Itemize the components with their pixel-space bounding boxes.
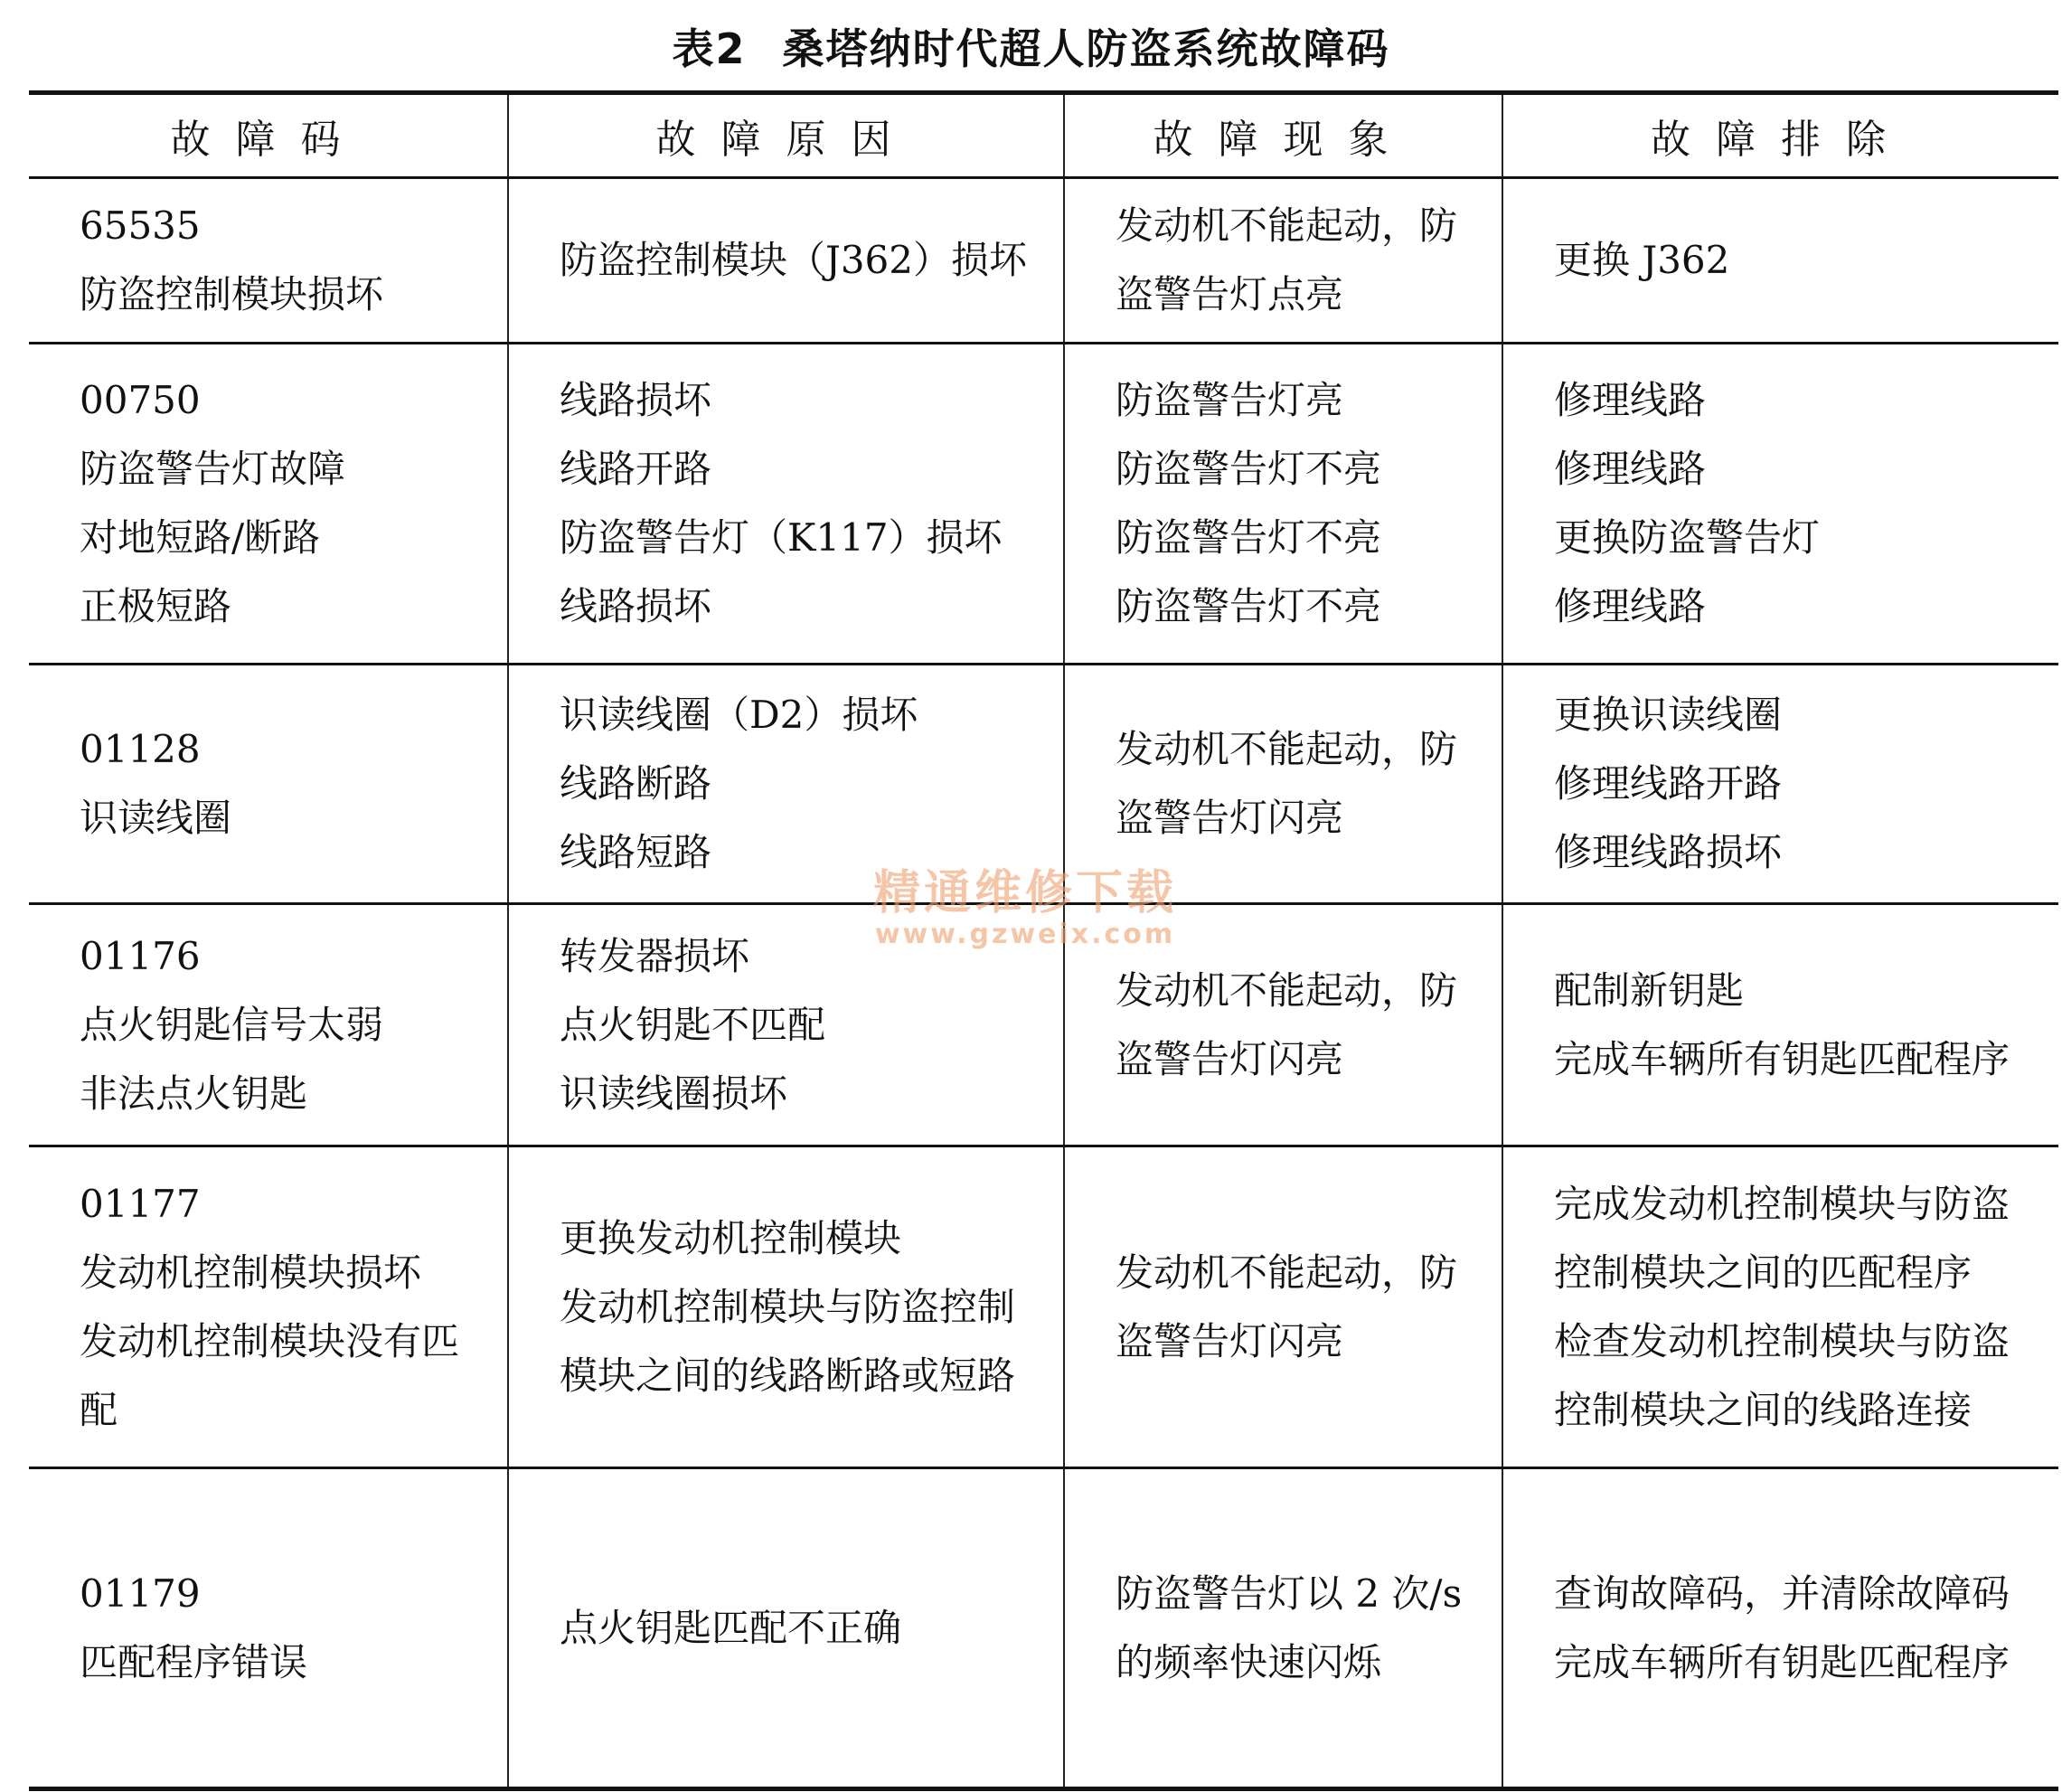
cell-remedy bbox=[1502, 344, 2058, 665]
table-row bbox=[29, 665, 2058, 904]
code-line: 点火钥匙信号太弱 bbox=[80, 1002, 384, 1047]
code-line: 识读线圈 bbox=[80, 796, 232, 840]
cell-remedy bbox=[1502, 904, 2058, 1146]
header-fault-cause: 故障原因 bbox=[508, 93, 1064, 178]
table-row bbox=[29, 178, 2058, 344]
code-line: 01177 bbox=[80, 1181, 201, 1226]
code-line: 00750 bbox=[80, 378, 201, 422]
remedy-line: 修理线路 bbox=[1554, 584, 1707, 628]
cell-remedy bbox=[1502, 1146, 2058, 1468]
cause-line: 线路损坏 bbox=[560, 378, 712, 422]
cause-line: 点火钥匙匹配不正确 bbox=[560, 1605, 902, 1650]
cause-line: 转发器损坏 bbox=[560, 933, 750, 978]
code-line: 65535 bbox=[80, 203, 201, 248]
remedy-line: 修理线路开路 bbox=[1554, 761, 1783, 806]
remedy-line: 配制新钥匙 bbox=[1554, 967, 1745, 1013]
header-fault-symptom: 故障现象 bbox=[1064, 93, 1502, 178]
cell-symptom bbox=[1064, 904, 1502, 1146]
table-title bbox=[0, 16, 2062, 76]
cause-line: 线路断路 bbox=[560, 761, 712, 806]
table-row bbox=[29, 1146, 2058, 1468]
cause-line: 发动机控制模块与防盗控制模块之间的线路断路或短路 bbox=[560, 1284, 1016, 1398]
cause-line: 更换发动机控制模块 bbox=[560, 1215, 902, 1260]
cell-cause bbox=[508, 344, 1064, 665]
cell-remedy bbox=[1502, 1468, 2058, 1789]
cell-symptom bbox=[1064, 178, 1502, 344]
header-row bbox=[29, 93, 2058, 178]
remedy-line: 修理线路损坏 bbox=[1554, 830, 1783, 874]
symptom-line: 防盗警告灯不亮 bbox=[1116, 515, 1382, 560]
code-line: 01128 bbox=[80, 727, 201, 771]
cell-symptom bbox=[1064, 344, 1502, 665]
remedy-line: 修理线路 bbox=[1554, 447, 1707, 491]
cell-symptom bbox=[1064, 1468, 1502, 1789]
cause-line: 线路开路 bbox=[560, 447, 712, 491]
symptom-line: 防盗警告灯不亮 bbox=[1116, 584, 1382, 628]
table-row bbox=[29, 904, 2058, 1146]
code-line: 01176 bbox=[80, 933, 201, 978]
code-line: 非法点火钥匙 bbox=[80, 1070, 308, 1116]
remedy-line: 查询故障码，并清除故障码 bbox=[1554, 1570, 2010, 1616]
symptom-line: 发动机不能起动，防盗警告灯闪亮 bbox=[1116, 1250, 1458, 1363]
symptom-line: 防盗警告灯不亮 bbox=[1116, 447, 1382, 491]
code-line: 正极短路 bbox=[80, 584, 232, 628]
header-fault-remedy: 故障排除 bbox=[1502, 93, 2058, 178]
remedy-line: 完成发动机控制模块与防盗控制模块之间的匹配程序 bbox=[1554, 1181, 2010, 1295]
cell-code bbox=[29, 178, 508, 344]
cell-cause bbox=[508, 178, 1064, 344]
cause-line: 识读线圈损坏 bbox=[560, 1070, 788, 1116]
fault-code-table bbox=[29, 90, 2058, 1791]
code-line: 匹配程序错误 bbox=[80, 1639, 308, 1684]
watermark-text: 精通维修下载 bbox=[873, 866, 1178, 920]
cell-cause bbox=[508, 1468, 1064, 1789]
cause-line: 点火钥匙不匹配 bbox=[560, 1002, 826, 1047]
symptom-line: 防盗警告灯以 2 次/s 的频率快速闪烁 bbox=[1116, 1570, 1463, 1684]
table-number: 表2 bbox=[672, 24, 747, 73]
cause-line: 线路损坏 bbox=[560, 584, 712, 628]
table-row bbox=[29, 1468, 2058, 1789]
cell-cause bbox=[508, 665, 1064, 904]
cause-line: 防盗控制模块（J362）损坏 bbox=[560, 238, 1028, 282]
code-line: 发动机控制模块没有匹配 bbox=[80, 1318, 460, 1432]
remedy-line: 更换识读线圈 bbox=[1554, 693, 1783, 737]
cell-symptom bbox=[1064, 665, 1502, 904]
code-line: 对地短路/断路 bbox=[80, 515, 321, 560]
cell-code bbox=[29, 904, 508, 1146]
cell-cause bbox=[508, 904, 1064, 1146]
cell-symptom bbox=[1064, 1146, 1502, 1468]
symptom-line: 发动机不能起动，防盗警告灯闪亮 bbox=[1116, 967, 1458, 1081]
remedy-line: 更换 J362 bbox=[1554, 238, 1730, 282]
remedy-line: 更换防盗警告灯 bbox=[1554, 515, 1821, 560]
table-caption: 桑塔纳时代超人防盗系统故障码 bbox=[782, 24, 1390, 73]
watermark-url: www.gzweix.com bbox=[874, 919, 1176, 950]
cause-line: 防盗警告灯（K117）损坏 bbox=[560, 515, 1003, 560]
code-line: 01179 bbox=[80, 1570, 201, 1616]
code-line: 防盗警告灯故障 bbox=[80, 447, 346, 491]
cause-line: 线路短路 bbox=[560, 830, 712, 874]
cell-code bbox=[29, 1146, 508, 1468]
remedy-line: 检查发动机控制模块与防盗控制模块之间的线路连接 bbox=[1554, 1318, 2010, 1432]
header-fault-code: 故障码 bbox=[29, 93, 508, 178]
code-line: 防盗控制模块损坏 bbox=[80, 272, 384, 316]
symptom-line: 防盗警告灯亮 bbox=[1116, 378, 1344, 422]
cell-cause bbox=[508, 1146, 1064, 1468]
symptom-line: 发动机不能起动，防盗警告灯闪亮 bbox=[1116, 727, 1458, 840]
table-row bbox=[29, 344, 2058, 665]
symptom-line: 发动机不能起动，防盗警告灯点亮 bbox=[1116, 203, 1458, 316]
cell-code bbox=[29, 1468, 508, 1789]
remedy-line: 完成车辆所有钥匙匹配程序 bbox=[1554, 1639, 2010, 1684]
remedy-line: 完成车辆所有钥匙匹配程序 bbox=[1554, 1036, 2010, 1081]
remedy-line: 修理线路 bbox=[1554, 378, 1707, 422]
cause-line: 识读线圈（D2）损坏 bbox=[560, 693, 918, 737]
cell-remedy bbox=[1502, 178, 2058, 344]
cell-code bbox=[29, 344, 508, 665]
cell-code bbox=[29, 665, 508, 904]
cell-remedy bbox=[1502, 665, 2058, 904]
code-line: 发动机控制模块损坏 bbox=[80, 1250, 422, 1295]
